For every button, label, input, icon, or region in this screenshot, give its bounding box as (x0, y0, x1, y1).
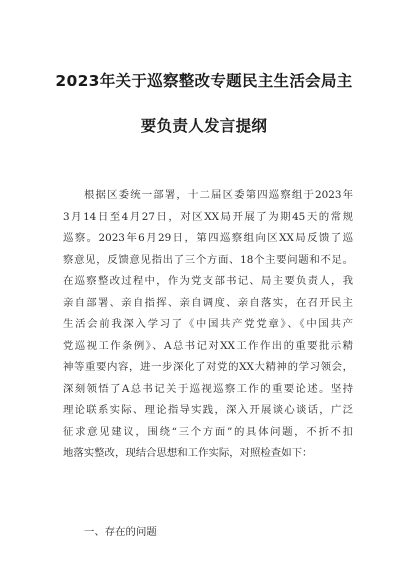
document-title-line-1: 2023年关于巡察整改专题民主生活会局主 (55, 72, 353, 90)
body-line: 党巡视工作条例》、A总书记对XX工作作出的重要批示精 (63, 339, 353, 352)
document-title-line-2: 要负责人发言提纲 (140, 117, 268, 135)
body-line: 亲自部署、亲自指挥、亲自调度、亲自落实，在召开民主 (63, 296, 353, 309)
body-line: 神等重要内容，进一步深化了对党的XX大精神的学习领会， (63, 361, 353, 373)
body-line: 征求意见建议，围绕“三个方面”的具体问题，不折不扣 (63, 425, 353, 438)
body-line: 巡察。2023年6月29日，第四巡察组向区XX局反馈了巡 (63, 232, 353, 244)
body-line: 理论联系实际、理论指导实践，深入开展谈心谈话，广泛 (63, 404, 353, 416)
body-line: 地落实整改，现结合思想和工作实际，对照检查如下： (63, 447, 313, 459)
body-line: 生活会前我深入学习了《中国共产党党章》、《中国共产 (63, 318, 353, 330)
document-body (63, 185, 353, 465)
section-heading: 一、存在的问题 (84, 526, 157, 538)
body-line: 根据区委统一部署，十二届区委第四巡察组于2023年 (84, 189, 353, 201)
body-line: 察意见，反馈意见指出了三个方面、18个主要问题和不足。 (63, 253, 353, 266)
body-line: 深刻领悟了A总书记关于巡视巡察工作的重要论述。坚持 (63, 382, 353, 395)
body-line: 3月14日至4月27日，对区XX局开展了为期45天的常规 (63, 210, 353, 223)
body-line: 在巡察整改过程中，作为党支部书记、局主要负责人，我 (63, 275, 353, 287)
